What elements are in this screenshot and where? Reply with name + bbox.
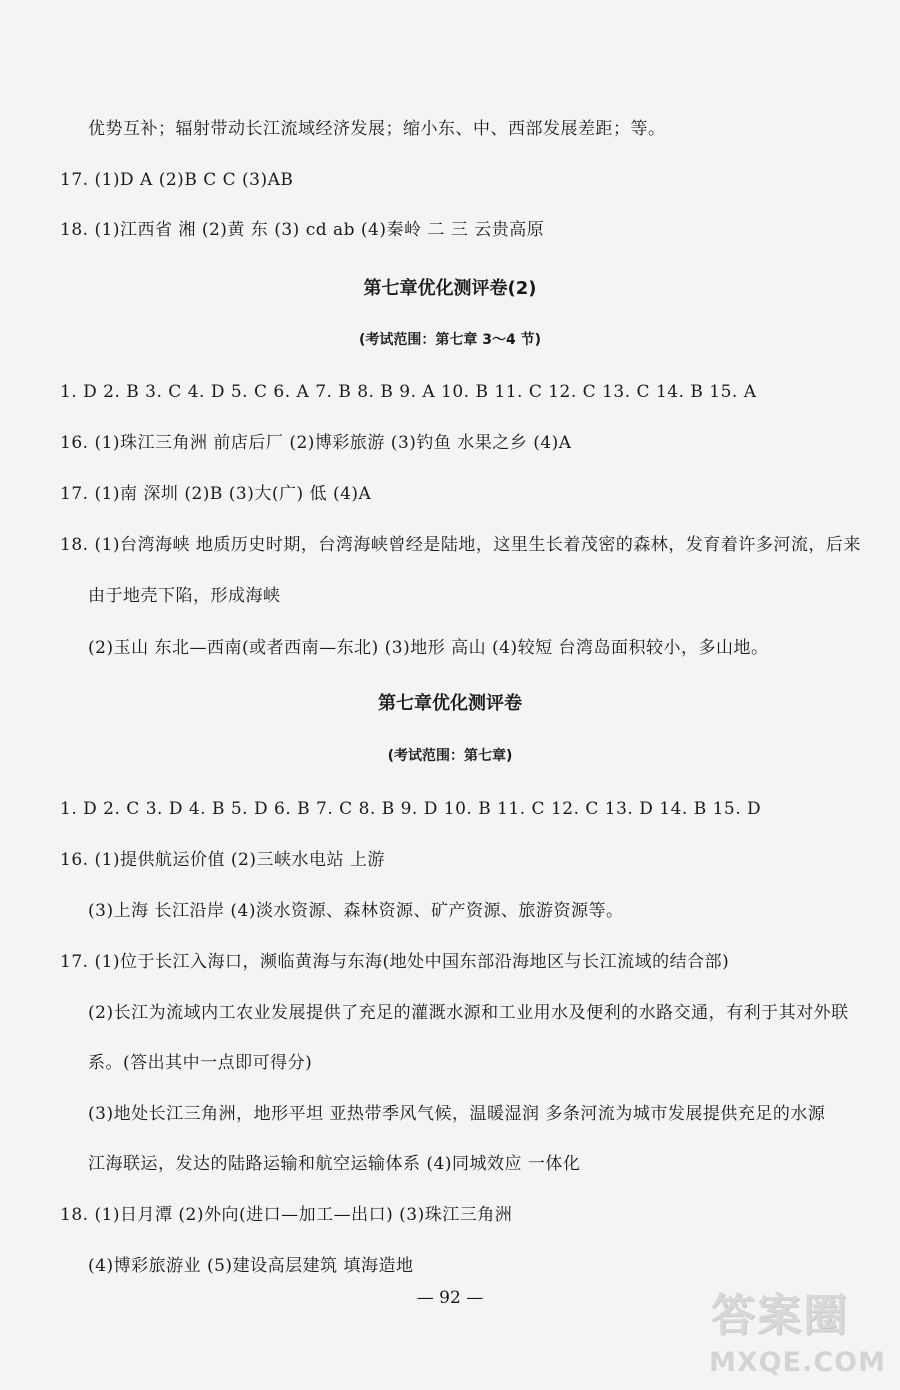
answer-line: (2)玉山 东北—西南(或者西南—东北) (3)地形 高山 (4)较短 台湾岛面积较小，多山地。 — [88, 638, 769, 658]
answer-line: 系。(答出其中一点即可得分) — [88, 1053, 313, 1073]
section-subtitle: (考试范围：第七章 3～4 节) — [358, 332, 542, 348]
answer-line: 16. (1)提供航运价值 (2)三峡水电站 上游 — [60, 850, 385, 870]
answer-line: 江海联运，发达的陆路运输和航空运输体系 (4)同城效应 一体化 — [88, 1154, 581, 1174]
answer-line: (2)长江为流域内工农业发展提供了充足的灌溉水源和工业用水及便利的水路交通，有利于其对外联 — [88, 1003, 849, 1023]
answer-line: 17. (1)南 深圳 (2)B (3)大(广) 低 (4)A — [60, 484, 372, 504]
answer-line: 18. (1)台湾海峡 地质历史时期，台湾海峡曾经是陆地，这里生长着茂密的森林，发育着许多河流，后来 — [60, 535, 861, 555]
page-number: — 92 — — [416, 1288, 484, 1308]
watermark-logo — [705, 1290, 890, 1382]
answer-line: (3)上海 长江沿岸 (4)淡水资源、森林资源、矿产资源、旅游资源等。 — [88, 901, 624, 921]
answer-line: 1. D 2. C 3. D 4. B 5. D 6. B 7. C 8. B 9. D 10. B 11. C 12. C 13. D 14. B 15. D — [60, 799, 762, 819]
answer-line: 17. (1)位于长江入海口，濒临黄海与东海(地处中国东部沿海地区与长江流域的结合部) — [60, 952, 730, 972]
answer-line: 17. (1)D A (2)B C C (3)AB — [60, 170, 294, 190]
answer-line: 由于地壳下陷，形成海峡 — [88, 586, 281, 606]
answer-line: 18. (1)日月潭 (2)外向(进口—加工—出口) (3)珠江三角洲 — [60, 1205, 513, 1225]
answer-line: (3)地处长江三角洲，地形平坦 亚热带季风气候，温暖湿润 多条河流为城市发展提供充足的水源 — [88, 1104, 826, 1124]
section-title: 第七章优化测评卷(2) — [363, 278, 537, 299]
watermark-text: 答案圈 — [711, 1290, 849, 1341]
section-title: 第七章优化测评卷 — [378, 693, 522, 714]
watermark-url: MXQE.COM — [709, 1347, 886, 1378]
section-subtitle: (考试范围：第七章) — [387, 748, 513, 764]
answer-line: (4)博彩旅游业 (5)建设高层建筑 填海造地 — [88, 1256, 414, 1276]
answer-line: 优势互补；辐射带动长江流域经济发展；缩小东、中、西部发展差距；等。 — [88, 119, 666, 139]
answer-line: 16. (1)珠江三角洲 前店后厂 (2)博彩旅游 (3)钓鱼 水果之乡 (4)A — [60, 433, 572, 453]
answer-line: 18. (1)江西省 湘 (2)黄 东 (3) cd ab (4)秦岭 二 三 云贵高原 — [60, 220, 545, 240]
answer-line: 1. D 2. B 3. C 4. D 5. C 6. A 7. B 8. B 9. A 10. B 11. C 12. C 13. C 14. B 15. A — [60, 382, 757, 402]
